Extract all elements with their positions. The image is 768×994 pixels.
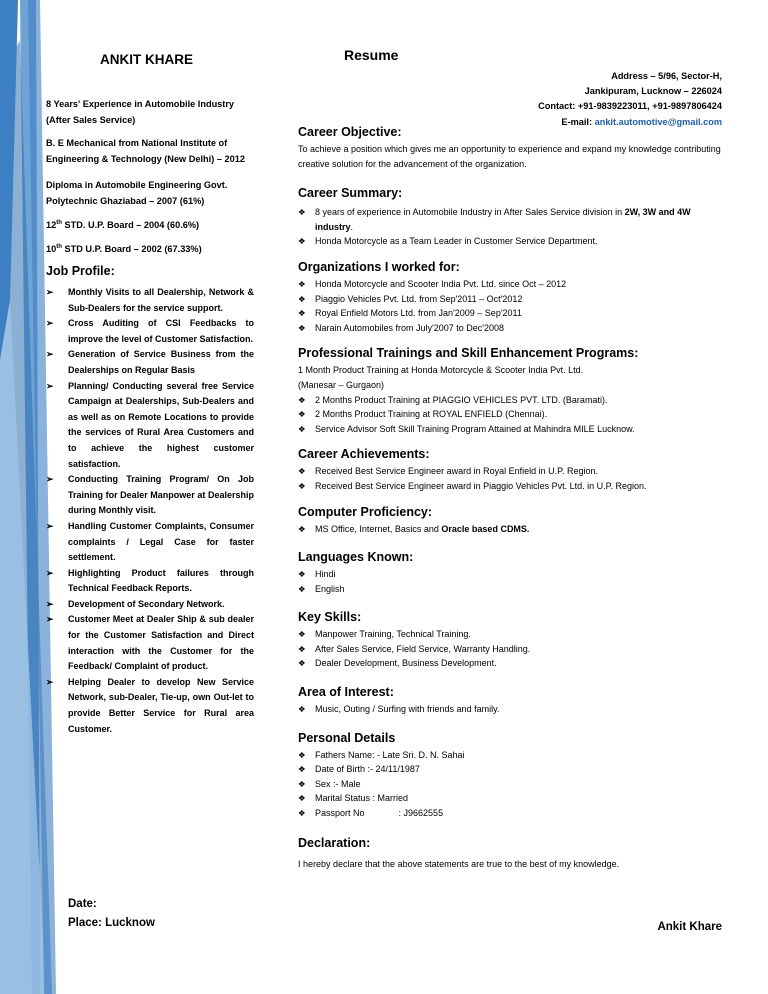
key-skills-title: Key Skills: bbox=[298, 610, 362, 625]
diamond-bullet-icon: ❖ bbox=[298, 643, 306, 654]
address-line1: Address – 5/96, Sector-H, bbox=[611, 71, 722, 81]
diamond-bullet-icon: ❖ bbox=[298, 207, 306, 218]
arrow-bullet-icon: ➢ bbox=[46, 287, 54, 297]
list-item: ❖ Royal Enfield Motors Ltd. from Jan'2009 – Sep'2011 bbox=[298, 306, 728, 321]
training-line: 1 Month Product Training at Honda Motorcycle & Scooter India Pvt. Ltd. bbox=[298, 365, 584, 376]
diamond-bullet-icon: ❖ bbox=[298, 808, 306, 819]
career-objective-title: Career Objective: bbox=[298, 125, 402, 139]
diamond-bullet-icon: ❖ bbox=[298, 764, 306, 775]
key-skills-list bbox=[298, 627, 728, 671]
list-item: ❖ Fathers Name: - Late Sri. D. N. Sahai bbox=[298, 748, 728, 763]
career-objective-text: To achieve a position which gives me an opportunity to experience and expand my knowledge contributing creative solution for the advancement of the organization. bbox=[298, 144, 721, 169]
diamond-bullet-icon: ❖ bbox=[298, 793, 306, 804]
diamond-bullet-icon: ❖ bbox=[298, 629, 306, 640]
diamond-bullet-icon: ❖ bbox=[298, 278, 306, 289]
job-profile-item: ➢ Helping Dealer to develop New Service Network, sub-Dealer, Tie-up, own Out-let to provide Better Service for Rural area Customer. bbox=[46, 676, 254, 734]
list-item: ❖ Hindi bbox=[298, 567, 728, 582]
list-item: ❖ Manpower Training, Technical Training. bbox=[298, 627, 728, 642]
trainings-title: Professional Trainings and Skill Enhancement Programs: bbox=[298, 346, 639, 361]
arrow-bullet-icon: ➢ bbox=[46, 380, 54, 391]
list-item: ❖ Music, Outing / Surfing with friends and family. bbox=[298, 702, 728, 717]
languages-list bbox=[298, 567, 728, 596]
place-label: Place: Lucknow bbox=[68, 917, 155, 929]
diamond-bullet-icon: ❖ bbox=[298, 423, 306, 434]
email-link[interactable]: ankit.automotive@gmail.com bbox=[594, 116, 722, 127]
list-item: ❖ Honda Motorcycle as a Team Leader in Customer Service Department. bbox=[298, 234, 728, 249]
declaration-title: Declaration: bbox=[298, 835, 371, 850]
interest-list bbox=[298, 702, 728, 717]
list-item: ❖ English bbox=[298, 582, 728, 597]
job-profile-item: ➢ Handling Customer Complaints, Consumer complaints / Legal Case for faster settlement. bbox=[46, 520, 254, 563]
experience-summary: 8 Years' Experience in Automobile Industry (After Sales Service) bbox=[46, 99, 235, 125]
job-profile-item: ➢ Highlighting Product failures through Technical Feedback Reports. bbox=[46, 567, 254, 594]
right-column bbox=[298, 124, 728, 871]
list-item: ❖ Sex :- Male bbox=[298, 777, 728, 792]
address-block bbox=[538, 69, 722, 130]
computer-list bbox=[298, 522, 728, 537]
career-summary-title: Career Summary: bbox=[298, 186, 403, 201]
diamond-bullet-icon: ❖ bbox=[298, 308, 306, 319]
list-item: ❖ Service Advisor Soft Skill Training Program Attained at Mahindra MILE Lucknow. bbox=[298, 422, 728, 437]
diamond-bullet-icon: ❖ bbox=[298, 523, 306, 534]
job-profile-item: ➢ Customer Meet at Dealer Ship & sub dealer for the Customer Satisfaction and Direct interaction with the Customer for the Feedback/ Complaint of product. bbox=[46, 614, 254, 672]
email-line: E-mail: ankit.automotive@gmail.com bbox=[561, 116, 722, 127]
diamond-bullet-icon: ❖ bbox=[298, 704, 306, 715]
address-line2: Jankipuram, Lucknow – 226024 bbox=[584, 86, 722, 97]
diamond-bullet-icon: ❖ bbox=[298, 569, 306, 580]
contact-numbers: Contact: +91-9839223011, +91-9897806424 bbox=[538, 101, 722, 112]
arrow-bullet-icon: ➢ bbox=[46, 520, 54, 531]
trainings-list bbox=[298, 393, 728, 437]
diamond-bullet-icon: ❖ bbox=[298, 480, 306, 491]
list-item: ❖ Passport No : J9662555 bbox=[298, 806, 728, 821]
diamond-bullet-icon: ❖ bbox=[298, 293, 306, 304]
arrow-bullet-icon: ➢ bbox=[46, 676, 54, 687]
date-label: Date: bbox=[68, 898, 97, 910]
organizations-list bbox=[298, 277, 728, 335]
declaration-text: I hereby declare that the above statements are true to the best of my knowledge. bbox=[298, 858, 620, 869]
signature-name: Ankit Khare bbox=[657, 921, 722, 933]
achievements-list bbox=[298, 464, 728, 493]
training-line: (Manesar – Gurgaon) bbox=[298, 379, 385, 390]
list-item: ❖ Date of Birth :- 24/11/1987 bbox=[298, 762, 728, 777]
list-item: ❖ Dealer Development, Business Development. bbox=[298, 656, 728, 671]
diamond-bullet-icon: ❖ bbox=[298, 658, 306, 669]
list-item: ❖ Piaggio Vehicles Pvt. Ltd. from Sep'2011 – Oct'2012 bbox=[298, 292, 728, 307]
diamond-bullet-icon: ❖ bbox=[298, 236, 306, 247]
diamond-bullet-icon: ❖ bbox=[298, 322, 306, 333]
arrow-bullet-icon: ➢ bbox=[46, 474, 54, 485]
job-profile-list bbox=[46, 285, 254, 737]
diamond-bullet-icon: ❖ bbox=[298, 394, 306, 405]
job-profile-item: ➢ Development of Secondary Network. bbox=[46, 597, 254, 613]
job-profile-title: Job Profile: bbox=[46, 264, 115, 278]
qualification-be: B. E Mechanical from National Institute of Engineering & Technology (New Delhi) – 2012 bbox=[46, 138, 245, 164]
computer-title: Computer Proficiency: bbox=[298, 504, 433, 519]
diamond-bullet-icon: ❖ bbox=[298, 778, 306, 789]
job-profile-item: ➢ Conducting Training Program/ On Job Training for Dealer Manpower at Dealership during Monthly visit. bbox=[46, 474, 254, 516]
list-item: ❖ 2 Months Product Training at ROYAL ENFIELD (Chennai). bbox=[298, 407, 728, 422]
qualification-12th: 12th STD. U.P. Board – 2004 (60.6%) bbox=[46, 219, 200, 230]
list-item: ❖ Honda Motorcycle and Scooter India Pvt. Ltd. since Oct – 2012 bbox=[298, 277, 728, 292]
list-item: ❖ Marital Status : Married bbox=[298, 791, 728, 806]
organizations-title: Organizations I worked for: bbox=[298, 259, 460, 274]
arrow-bullet-icon: ➢ bbox=[46, 598, 54, 609]
diamond-bullet-icon: ❖ bbox=[298, 466, 306, 477]
qualification-10th: 10th STD U.P. Board – 2002 (67.33%) bbox=[46, 243, 202, 254]
languages-title: Languages Known: bbox=[298, 550, 414, 565]
arrow-bullet-icon: ➢ bbox=[46, 349, 54, 360]
achievements-title: Career Achievements: bbox=[298, 447, 430, 462]
job-profile-item: ➢ Monthly Visits to all Dealership, Network & Sub-Dealers for the service support. bbox=[46, 287, 254, 313]
list-item: ❖ Received Best Service Engineer award in Royal Enfield in U.P. Region. bbox=[298, 464, 728, 479]
list-item: ❖ 8 years of experience in Automobile Industry in After Sales Service division in 2W, 3W and 4W industry. bbox=[298, 207, 691, 232]
date-place-block bbox=[68, 895, 155, 933]
job-profile-item: ➢ Planning/ Conducting several free Service Campaign at Dealerships, Sub-Dealers and as well as on Remote Locations to provide the services of Rural Area Customers and to achieve the highest customer satisfaction. bbox=[46, 380, 254, 469]
personal-list bbox=[298, 748, 728, 821]
arrow-bullet-icon: ➢ bbox=[46, 318, 54, 329]
list-item: ❖ 2 Months Product Training at PIAGGIO VEHICLES PVT. LTD. (Baramati). bbox=[298, 393, 728, 408]
list-item: ❖ After Sales Service, Field Service, Warranty Handling. bbox=[298, 642, 728, 657]
interest-title: Area of Interest: bbox=[298, 685, 394, 700]
list-item: ❖ MS Office, Internet, Basics and Oracle based CDMS. bbox=[298, 522, 728, 537]
list-item: ❖ Received Best Service Engineer award in Piaggio Vehicles Pvt. Ltd. in U.P. Region. bbox=[298, 479, 728, 494]
diamond-bullet-icon: ❖ bbox=[298, 583, 306, 594]
job-profile-item: ➢ Cross Auditing of CSI Feedbacks to improve the level of Customer Satisfaction. bbox=[46, 318, 254, 344]
arrow-bullet-icon: ➢ bbox=[46, 614, 54, 625]
list-item: ❖ Narain Automobiles from July'2007 to Dec'2008 bbox=[298, 321, 728, 336]
qualification-diploma: Diploma in Automobile Engineering Govt. Polytechnic Ghaziabad – 2007 (61%) bbox=[46, 180, 228, 206]
resume-title: Resume bbox=[344, 47, 399, 63]
job-profile-item: ➢ Generation of Service Business from the Dealerships on Regular Basis bbox=[46, 349, 254, 375]
personal-title: Personal Details bbox=[298, 730, 396, 745]
left-column bbox=[46, 48, 254, 737]
career-summary-list bbox=[298, 205, 728, 249]
arrow-bullet-icon: ➢ bbox=[46, 567, 54, 578]
diamond-bullet-icon: ❖ bbox=[298, 749, 306, 760]
diamond-bullet-icon: ❖ bbox=[298, 409, 306, 420]
candidate-name: ANKIT KHARE bbox=[100, 52, 193, 67]
